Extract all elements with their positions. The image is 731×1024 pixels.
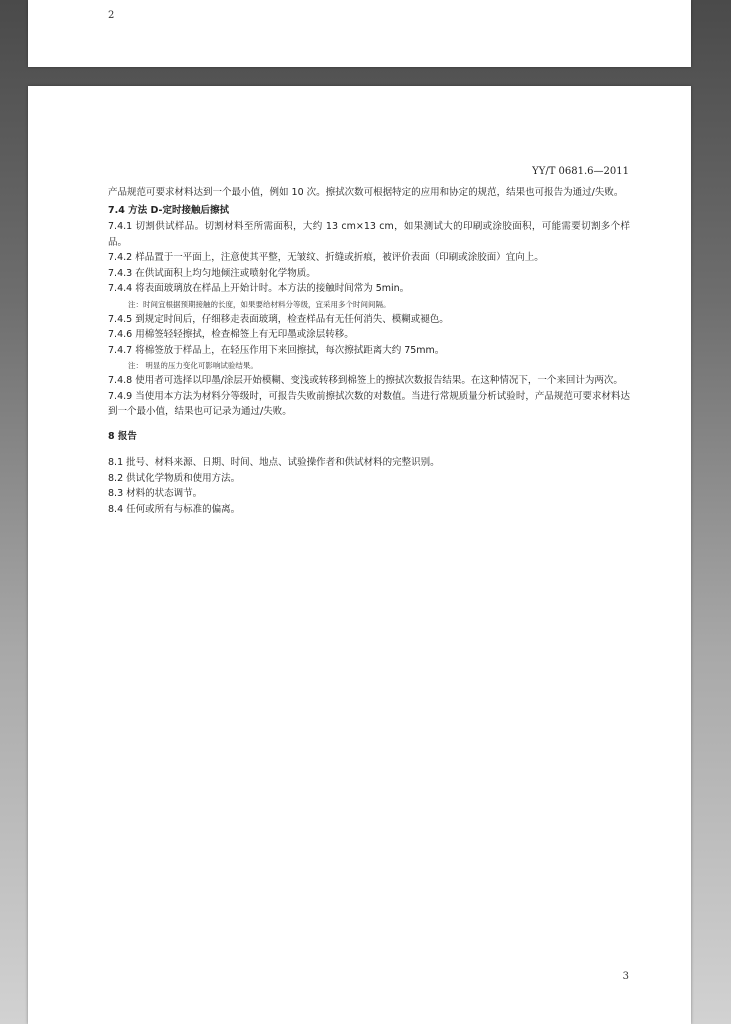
document-page [28,86,691,1024]
clause-8-4: 8.4 任何或所有与标准的偏离。 [108,503,241,515]
clause-7-4-8: 7.4.8 使用者可选择以印墨/涂层开始模糊、变浅或转移到棉签上的擦拭次数报告结果。在这种情况下，一个来回计为两次。 [108,375,623,386]
previous-page [28,0,691,67]
clause-7-4-9: 7.4.9 当使用本方法为材料分等级时，可报告失败前擦拭次数的对数值。当进行常规质量分析试验时，产品规范可要求材料达到一个最小值，结果也可记录为通过/失败。 [108,390,630,417]
page-body [108,185,630,517]
clause-7-4-5: 7.4.5 到规定时间后，仔细移走表面玻璃，检查样品有无任何消失、模糊或褪色。 [108,313,449,325]
clause-8-3: 8.3 材料的状态调节。 [108,488,203,499]
page-number: 2 [108,10,115,21]
note-time: 注：时间宜根据预期接触的长度，如果要给材料分等级，宜采用多个时间间隔。 [128,299,391,309]
clause-7-4-4: 7.4.4 将表面玻璃放在样品上开始计时。本方法的接触时间常为 5min。 [108,283,410,294]
heading-8-report: 8 报告 [108,430,137,442]
standard-code: YY/T 0681.6—2011 [532,166,629,177]
clause-7-4-3: 7.4.3 在供试面积上均匀地倾注或喷射化学物质。 [108,267,316,279]
page-number: 3 [622,971,629,982]
clause-7-4-2: 7.4.2 样品置于一平面上，注意使其平整，无皱纹、折缝或折痕，被评价表面（印刷或涂胶面）宜向上。 [108,252,544,263]
clause-8-1: 8.1 批号、材料来源、日期、时间、地点、试验操作者和供试材料的完整识别。 [108,457,440,468]
heading-7-4: 7.4 方法 D-定时接触后擦拭 [108,204,229,216]
note-pressure: 注： 明显的压力变化可影响试验结果。 [128,361,258,370]
clause-7-4-6: 7.4.6 用棉签轻轻擦拭，检查棉签上有无印墨或涂层转移。 [108,329,354,340]
paragraph-intro: 产品规范可要求材料达到一个最小值，例如 10 次。擦拭次数可根据特定的应用和协定的规范，结果也可报告为通过/失败。 [108,187,624,198]
clause-7-4-7: 7.4.7 将棉签放于样品上，在轻压作用下来回擦拭，每次擦拭距离大约 75mm。 [108,344,445,356]
clause-7-4-1: 7.4.1 切割供试样品。切割材料至所需面积，大约 13 cm×13 cm，如果测试大的印刷或涂胶面积，可能需要切割多个样品。 [108,221,630,248]
clause-8-2: 8.2 供试化学物质和使用方法。 [108,472,241,484]
